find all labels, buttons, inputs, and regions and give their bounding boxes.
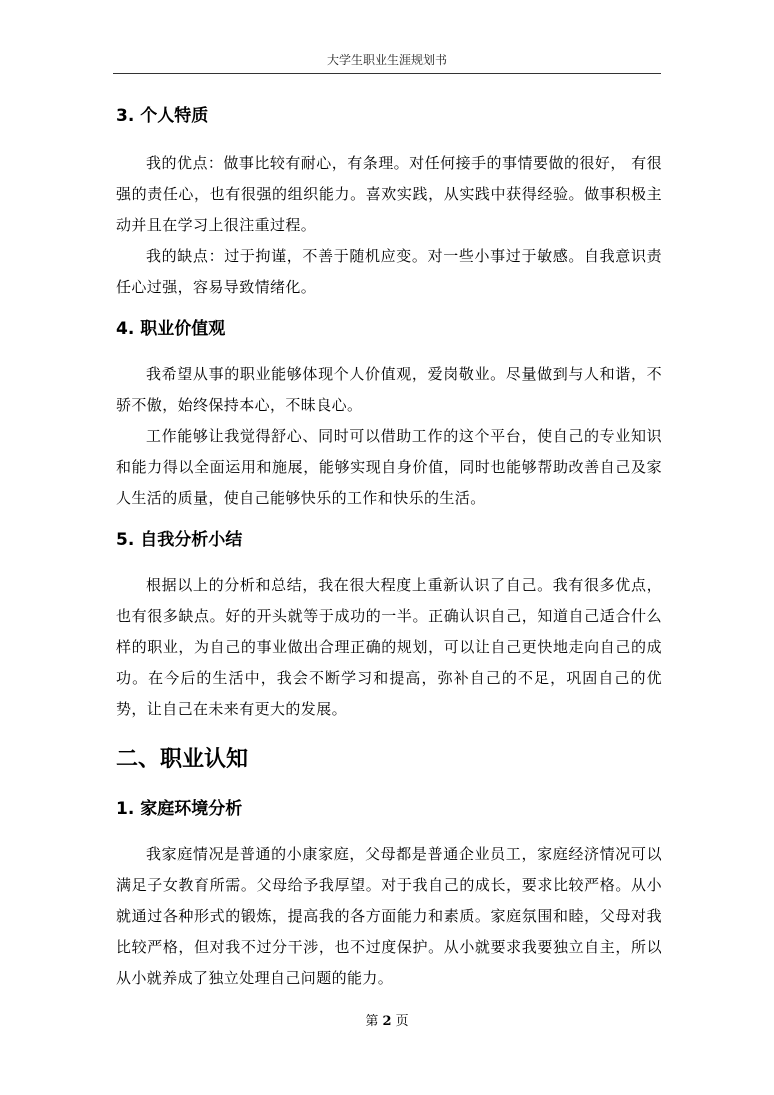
heading-career-values: 4. 职业价值观 [116,319,226,339]
paragraph-values-2: 工作能够让我觉得舒心、同时可以借助工作的这个平台，使自己的专业知识和能力得以全面运用和施展，能够实现自身价值，同时也能够帮助改善自己及家人生活的质量，使自己能够快乐的工作和快乐的生活。 [116,427,662,507]
paragraph-summary: 根据以上的分析和总结，我在很大程度上重新认识了自己。我有很多优点，也有很多缺点。好的开头就等于成功的一半。正确认识自己，知道自己适合什么样的职业，为自己的事业做出合理正确的规划，可以让自己更快地走向自己的成功。在今后的生活中，我会不断学习和提高，弥补自己的不足，巩固自己的优势，让自己在未来有更大的发展。 [116,576,662,718]
paragraph-family: 我家庭情况是普通的小康家庭，父母都是普通企业员工，家庭经济情况可以满足子女教育所需。父母给予我厚望。对于我自己的成长，要求比较严格。从小就通过各种形式的锻炼，提高我的各方面能力和素质。家庭氛围和睦，父母对我比较严格，但对我不过分干涉，也不过度保护。从小就要求我要独立自主，所以从小就养成了独立处理自己问题的能力。 [116,845,662,987]
heading-self-analysis-summary: 5. 自我分析小结 [116,530,243,550]
paragraph-strengths: 我的优点：做事比较有耐心，有条理。对任何接手的事情要做的很好， 有很强的责任心，也有很强的组织能力。喜欢实践，从实践中获得经验。做事积极主动并且在学习上很注重过程。 [116,154,662,234]
page-header: 大学生职业生涯规划书 [326,53,447,67]
page-number: 2 [382,1014,392,1029]
paragraph-values-1: 我希望从事的职业能够体现个人价值观，爱岗敬业。尽量做到与人和谐，不骄不傲，始终保持本心，不昧良心。 [116,365,662,414]
header-divider [113,73,661,74]
page-footer [0,1013,774,1031]
footer-suffix: 页 [395,1014,409,1029]
heading-personal-traits: 3. 个人特质 [116,106,209,126]
paragraph-weaknesses: 我的缺点：过于拘谨，不善于随机应变。对一些小事过于敏感。自我意识责任心过强，容易导致情绪化。 [116,247,662,296]
heading-family-environment: 1. 家庭环境分析 [116,799,243,819]
chapter-heading-career-cognition: 二、职业认知 [116,747,249,772]
page-content [116,94,662,994]
footer-prefix: 第 [365,1014,379,1029]
